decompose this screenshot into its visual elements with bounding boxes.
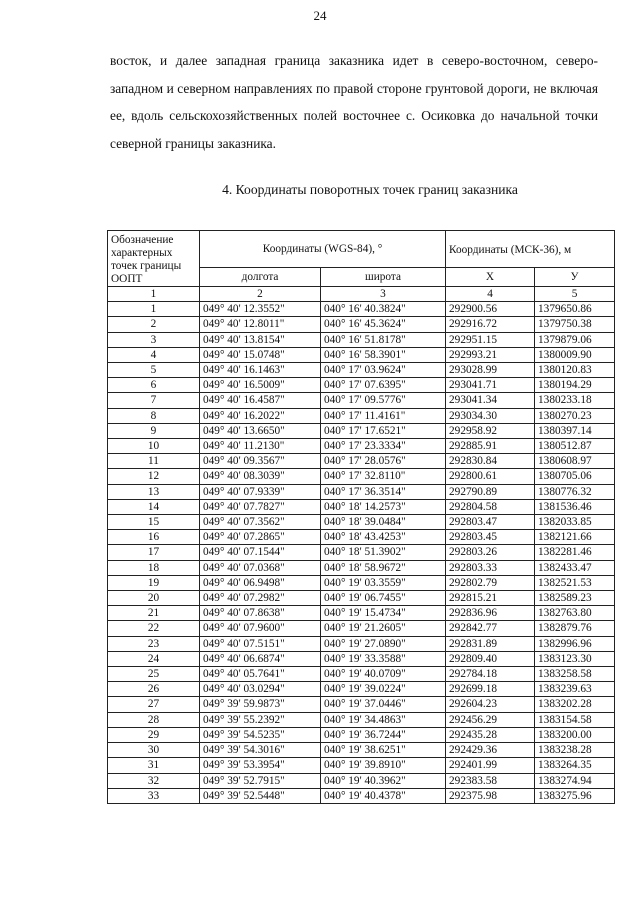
x-cell: 292803.45	[446, 530, 535, 545]
y-cell: 1383202.28	[535, 697, 615, 712]
coordinates-table	[107, 230, 615, 804]
y-cell: 1382521.53	[535, 575, 615, 590]
table-row	[108, 515, 615, 530]
header-designation: Обозначение характерных точек границы ООПТ	[108, 231, 200, 287]
longitude-cell: 049° 40' 13.6650"	[200, 423, 321, 438]
point-number-cell: 33	[108, 788, 200, 803]
latitude-cell: 040° 19' 40.0709"	[321, 667, 446, 682]
header-x: X	[446, 268, 535, 287]
longitude-cell: 049° 40' 11.2130"	[200, 439, 321, 454]
y-cell: 1382433.47	[535, 560, 615, 575]
point-number-cell: 21	[108, 606, 200, 621]
x-cell: 292958.92	[446, 423, 535, 438]
y-cell: 1380194.29	[535, 378, 615, 393]
x-cell: 292456.29	[446, 712, 535, 727]
longitude-cell: 049° 40' 03.0294"	[200, 682, 321, 697]
longitude-cell: 049° 40' 12.3552"	[200, 302, 321, 317]
y-cell: 1382763.80	[535, 606, 615, 621]
y-cell: 1383275.96	[535, 788, 615, 803]
header-msk: Координаты (МСК-36), м	[446, 231, 615, 268]
column-number: 5	[535, 287, 615, 302]
table-row	[108, 575, 615, 590]
latitude-cell: 040° 17' 09.5776"	[321, 393, 446, 408]
x-cell: 292401.99	[446, 758, 535, 773]
y-cell: 1380270.23	[535, 408, 615, 423]
longitude-cell: 049° 40' 06.9498"	[200, 575, 321, 590]
column-number-row	[108, 287, 615, 302]
table-row	[108, 408, 615, 423]
point-number-cell: 15	[108, 515, 200, 530]
longitude-cell: 049° 40' 09.3567"	[200, 454, 321, 469]
table-row	[108, 591, 615, 606]
x-cell: 292604.23	[446, 697, 535, 712]
y-cell: 1382281.46	[535, 545, 615, 560]
latitude-cell: 040° 18' 39.0484"	[321, 515, 446, 530]
x-cell: 292800.61	[446, 469, 535, 484]
x-cell: 292790.89	[446, 484, 535, 499]
longitude-cell: 049° 40' 07.0368"	[200, 560, 321, 575]
point-number-cell: 11	[108, 454, 200, 469]
longitude-cell: 049° 40' 16.2022"	[200, 408, 321, 423]
y-cell: 1380233.18	[535, 393, 615, 408]
latitude-cell: 040° 19' 21.2605"	[321, 621, 446, 636]
point-number-cell: 28	[108, 712, 200, 727]
section-title: 4. Координаты поворотных точек границ заказника	[222, 182, 518, 197]
x-cell: 292803.47	[446, 515, 535, 530]
point-number-cell: 10	[108, 439, 200, 454]
latitude-cell: 040° 19' 33.3588"	[321, 651, 446, 666]
x-cell: 292916.72	[446, 317, 535, 332]
latitude-cell: 040° 17' 03.9624"	[321, 363, 446, 378]
table-row	[108, 697, 615, 712]
table-row	[108, 469, 615, 484]
y-cell: 1380009.90	[535, 347, 615, 362]
latitude-cell: 040° 19' 38.6251"	[321, 743, 446, 758]
table-row	[108, 347, 615, 362]
table-row	[108, 621, 615, 636]
y-cell: 1382879.76	[535, 621, 615, 636]
latitude-cell: 040° 19' 39.8910"	[321, 758, 446, 773]
y-cell: 1382996.96	[535, 636, 615, 651]
y-cell: 1382121.66	[535, 530, 615, 545]
latitude-cell: 040° 16' 45.3624"	[321, 317, 446, 332]
table-row	[108, 667, 615, 682]
y-cell: 1383239.63	[535, 682, 615, 697]
y-cell: 1383154.58	[535, 712, 615, 727]
table-row	[108, 363, 615, 378]
latitude-cell: 040° 19' 15.4734"	[321, 606, 446, 621]
longitude-cell: 049° 39' 52.7915"	[200, 773, 321, 788]
y-cell: 1379750.38	[535, 317, 615, 332]
y-cell: 1380397.14	[535, 423, 615, 438]
y-cell: 1382589.23	[535, 591, 615, 606]
x-cell: 292803.33	[446, 560, 535, 575]
point-number-cell: 17	[108, 545, 200, 560]
point-number-cell: 24	[108, 651, 200, 666]
point-number-cell: 13	[108, 484, 200, 499]
point-number-cell: 8	[108, 408, 200, 423]
x-cell: 292429.36	[446, 743, 535, 758]
longitude-cell: 049° 40' 15.0748"	[200, 347, 321, 362]
header-longitude: долгота	[200, 268, 321, 287]
latitude-cell: 040° 18' 43.4253"	[321, 530, 446, 545]
header-row-main	[108, 231, 615, 268]
header-wgs: Координаты (WGS-84), °	[200, 231, 446, 268]
latitude-cell: 040° 19' 03.3559"	[321, 575, 446, 590]
body-paragraph: восток, и далее западная граница заказника идет в северо-восточном, северо-западном и северном направлениях по правой стороне грунтовой дороги, не включая ее, вдоль сельскохозяйственных полей восточнее с. Осиковка до начальной точки северной границы заказника.	[110, 53, 598, 151]
y-cell: 1383264.35	[535, 758, 615, 773]
table-row	[108, 499, 615, 514]
latitude-cell: 040° 16' 58.3901"	[321, 347, 446, 362]
point-number-cell: 23	[108, 636, 200, 651]
point-number-cell: 7	[108, 393, 200, 408]
y-cell: 1383200.00	[535, 727, 615, 742]
x-cell: 292993.21	[446, 347, 535, 362]
x-cell: 293041.71	[446, 378, 535, 393]
table-row	[108, 788, 615, 803]
table-row	[108, 423, 615, 438]
longitude-cell: 049° 40' 05.7641"	[200, 667, 321, 682]
longitude-cell: 049° 40' 16.5009"	[200, 378, 321, 393]
longitude-cell: 049° 40' 07.5151"	[200, 636, 321, 651]
longitude-cell: 049° 40' 07.2982"	[200, 591, 321, 606]
point-number-cell: 25	[108, 667, 200, 682]
x-cell: 292951.15	[446, 332, 535, 347]
point-number-cell: 4	[108, 347, 200, 362]
table-row	[108, 332, 615, 347]
latitude-cell: 040° 18' 14.2573"	[321, 499, 446, 514]
x-cell: 292803.26	[446, 545, 535, 560]
x-cell: 292383.58	[446, 773, 535, 788]
latitude-cell: 040° 17' 17.6521"	[321, 423, 446, 438]
latitude-cell: 040° 19' 40.3962"	[321, 773, 446, 788]
longitude-cell: 049° 39' 52.5448"	[200, 788, 321, 803]
point-number-cell: 5	[108, 363, 200, 378]
point-number-cell: 6	[108, 378, 200, 393]
point-number-cell: 31	[108, 758, 200, 773]
x-cell: 292804.58	[446, 499, 535, 514]
latitude-cell: 040° 17' 11.4161"	[321, 408, 446, 423]
latitude-cell: 040° 16' 40.3824"	[321, 302, 446, 317]
table-header	[108, 231, 615, 302]
y-cell: 1380705.06	[535, 469, 615, 484]
y-cell: 1380608.97	[535, 454, 615, 469]
longitude-cell: 049° 40' 13.8154"	[200, 332, 321, 347]
point-number-cell: 29	[108, 727, 200, 742]
table-row	[108, 439, 615, 454]
point-number-cell: 19	[108, 575, 200, 590]
point-number-cell: 27	[108, 697, 200, 712]
table-row	[108, 454, 615, 469]
latitude-cell: 040° 18' 51.3902"	[321, 545, 446, 560]
longitude-cell: 049° 39' 53.3954"	[200, 758, 321, 773]
point-number-cell: 14	[108, 499, 200, 514]
longitude-cell: 049° 40' 07.2865"	[200, 530, 321, 545]
y-cell: 1380512.87	[535, 439, 615, 454]
header-y: У	[535, 268, 615, 287]
x-cell: 292831.89	[446, 636, 535, 651]
column-number: 3	[321, 287, 446, 302]
table-row	[108, 302, 615, 317]
y-cell: 1380120.83	[535, 363, 615, 378]
table-row	[108, 378, 615, 393]
latitude-cell: 040° 17' 28.0576"	[321, 454, 446, 469]
column-number: 4	[446, 287, 535, 302]
x-cell: 292900.56	[446, 302, 535, 317]
table-row	[108, 636, 615, 651]
longitude-cell: 049° 40' 06.6874"	[200, 651, 321, 666]
table-row	[108, 393, 615, 408]
column-number: 2	[200, 287, 321, 302]
longitude-cell: 049° 40' 08.3039"	[200, 469, 321, 484]
x-cell: 292830.84	[446, 454, 535, 469]
point-number-cell: 16	[108, 530, 200, 545]
x-cell: 292815.21	[446, 591, 535, 606]
table-row	[108, 545, 615, 560]
table-row	[108, 727, 615, 742]
point-number-cell: 26	[108, 682, 200, 697]
y-cell: 1379650.86	[535, 302, 615, 317]
latitude-cell: 040° 16' 51.8178"	[321, 332, 446, 347]
y-cell: 1383123.30	[535, 651, 615, 666]
longitude-cell: 049° 39' 54.3016"	[200, 743, 321, 758]
longitude-cell: 049° 40' 12.8011"	[200, 317, 321, 332]
table-row	[108, 317, 615, 332]
latitude-cell: 040° 19' 34.4863"	[321, 712, 446, 727]
longitude-cell: 049° 40' 07.9600"	[200, 621, 321, 636]
table-row	[108, 773, 615, 788]
x-cell: 292809.40	[446, 651, 535, 666]
table-row	[108, 560, 615, 575]
point-number-cell: 18	[108, 560, 200, 575]
x-cell: 292435.28	[446, 727, 535, 742]
table-row	[108, 758, 615, 773]
latitude-cell: 040° 19' 27.0890"	[321, 636, 446, 651]
longitude-cell: 049° 40' 07.3562"	[200, 515, 321, 530]
point-number-cell: 20	[108, 591, 200, 606]
x-cell: 292885.91	[446, 439, 535, 454]
latitude-cell: 040° 19' 06.7455"	[321, 591, 446, 606]
x-cell: 293028.99	[446, 363, 535, 378]
table-row	[108, 682, 615, 697]
table-row	[108, 484, 615, 499]
y-cell: 1383258.58	[535, 667, 615, 682]
point-number-cell: 2	[108, 317, 200, 332]
point-number-cell: 3	[108, 332, 200, 347]
point-number-cell: 1	[108, 302, 200, 317]
point-number-cell: 30	[108, 743, 200, 758]
point-number-cell: 12	[108, 469, 200, 484]
latitude-cell: 040° 19' 39.0224"	[321, 682, 446, 697]
page-number: 24	[313, 8, 327, 23]
table-row	[108, 712, 615, 727]
table-row	[108, 530, 615, 545]
y-cell: 1382033.85	[535, 515, 615, 530]
y-cell: 1383274.94	[535, 773, 615, 788]
x-cell: 293034.30	[446, 408, 535, 423]
longitude-cell: 049° 39' 55.2392"	[200, 712, 321, 727]
x-cell: 292699.18	[446, 682, 535, 697]
y-cell: 1383238.28	[535, 743, 615, 758]
table-row	[108, 651, 615, 666]
latitude-cell: 040° 19' 40.4378"	[321, 788, 446, 803]
point-number-cell: 32	[108, 773, 200, 788]
latitude-cell: 040° 18' 58.9672"	[321, 560, 446, 575]
x-cell: 292802.79	[446, 575, 535, 590]
x-cell: 292842.77	[446, 621, 535, 636]
point-number-cell: 22	[108, 621, 200, 636]
y-cell: 1379879.06	[535, 332, 615, 347]
table-row	[108, 606, 615, 621]
y-cell: 1381536.46	[535, 499, 615, 514]
y-cell: 1380776.32	[535, 484, 615, 499]
longitude-cell: 049° 40' 07.7827"	[200, 499, 321, 514]
latitude-cell: 040° 17' 36.3514"	[321, 484, 446, 499]
longitude-cell: 049° 40' 07.1544"	[200, 545, 321, 560]
longitude-cell: 049° 40' 07.8638"	[200, 606, 321, 621]
longitude-cell: 049° 40' 07.9339"	[200, 484, 321, 499]
x-cell: 293041.34	[446, 393, 535, 408]
longitude-cell: 049° 40' 16.1463"	[200, 363, 321, 378]
latitude-cell: 040° 17' 32.8110"	[321, 469, 446, 484]
latitude-cell: 040° 17' 07.6395"	[321, 378, 446, 393]
longitude-cell: 049° 40' 16.4587"	[200, 393, 321, 408]
longitude-cell: 049° 39' 54.5235"	[200, 727, 321, 742]
x-cell: 292836.96	[446, 606, 535, 621]
point-number-cell: 9	[108, 423, 200, 438]
table-body	[108, 302, 615, 804]
x-cell: 292784.18	[446, 667, 535, 682]
latitude-cell: 040° 19' 36.7244"	[321, 727, 446, 742]
latitude-cell: 040° 19' 37.0446"	[321, 697, 446, 712]
header-latitude: широта	[321, 268, 446, 287]
longitude-cell: 049° 39' 59.9873"	[200, 697, 321, 712]
latitude-cell: 040° 17' 23.3334"	[321, 439, 446, 454]
table-row	[108, 743, 615, 758]
column-number: 1	[108, 287, 200, 302]
x-cell: 292375.98	[446, 788, 535, 803]
